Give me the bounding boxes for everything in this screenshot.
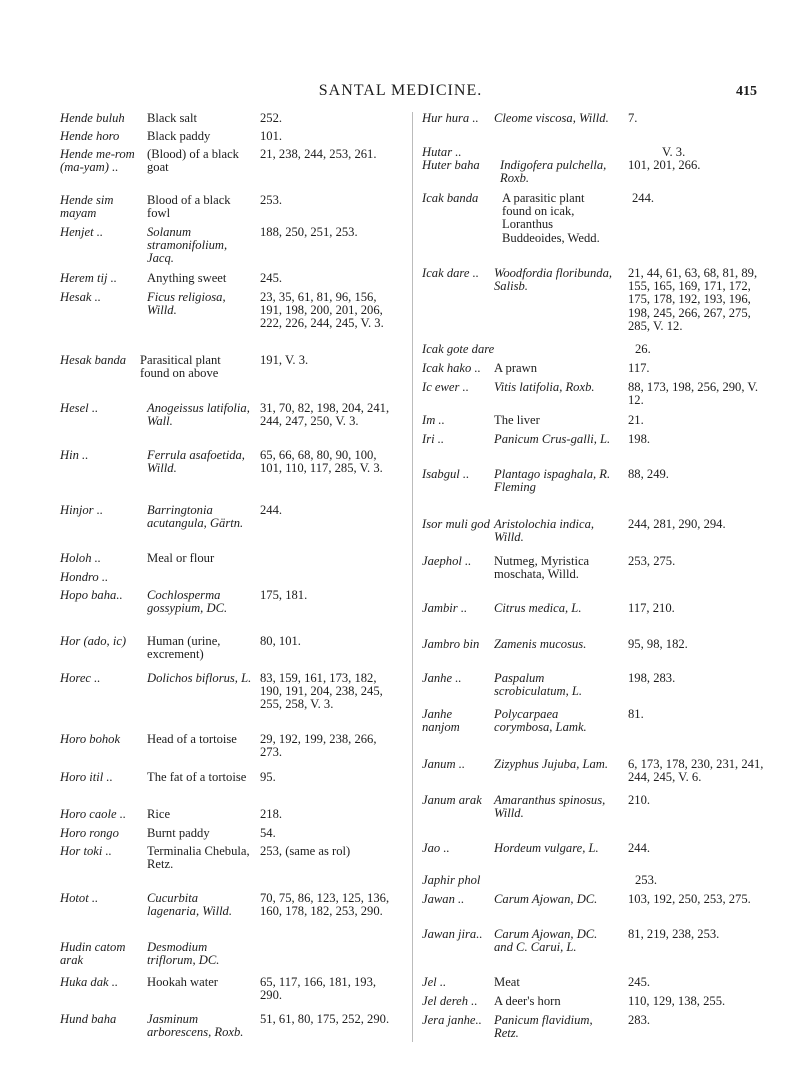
entry-refs: 253, 275.	[628, 554, 676, 568]
entry-term: Im ..	[422, 413, 445, 427]
entry-meaning: The liver	[494, 413, 540, 427]
entry-refs: 88, 249.	[628, 467, 669, 481]
entry-meaning: Carum Ajowan, DC.	[494, 892, 598, 906]
entry-meaning: Parasitical plant found on above	[140, 353, 221, 381]
entry-meaning: Blood of a black fowl	[147, 193, 231, 221]
entry-meaning: Burnt paddy	[147, 826, 210, 840]
entry-refs: 244, 281, 290, 294.	[628, 517, 726, 531]
entry-term: Hende me-rom (ma-yam) ..	[60, 147, 135, 175]
entry-term: Herem tij ..	[60, 271, 117, 285]
entry-refs: 7.	[628, 111, 638, 125]
entry-term: Isor muli god	[422, 517, 490, 531]
entry-meaning: Meal or flour	[147, 551, 215, 565]
entry-term: Icak banda	[422, 191, 479, 205]
entry-term: Hesel ..	[60, 401, 99, 415]
entry-term: Horo caole ..	[60, 807, 126, 821]
entry-refs: 21, 44, 61, 63, 68, 81, 89, 155, 165, 169, 171, 172, 175, 178, 192, 193, 196, 198, 245, 266, 267, 275, 285, V. 12.	[628, 266, 758, 333]
entry-meaning: Zizyphus Jujuba, Lam.	[494, 757, 609, 771]
entry-term: Icak hako ..	[422, 361, 481, 375]
entry-term: Icak dare ..	[422, 266, 479, 280]
entry-refs: 81.	[628, 707, 644, 721]
entry-refs: 253.	[260, 193, 283, 207]
entry-refs: 88, 173, 198, 256, 290, V. 12.	[628, 380, 759, 408]
page-header	[0, 82, 801, 104]
entry-term: Jawan jira..	[422, 927, 483, 941]
entry-meaning: Anything sweet	[147, 271, 227, 285]
entry-term: Iri ..	[422, 432, 445, 446]
entry-meaning: Cucurbita lagenaria, Willd.	[147, 891, 233, 919]
entry-refs: 70, 75, 86, 123, 125, 136, 160, 178, 182, 253, 290.	[260, 891, 390, 919]
entry-refs: 31, 70, 82, 198, 204, 241, 244, 247, 250, V. 3.	[260, 401, 390, 429]
entry-refs: 65, 66, 68, 80, 90, 100, 101, 110, 117, 285, V. 3.	[260, 448, 383, 476]
entry-term: Hor (ado, ic)	[60, 634, 127, 648]
entry-term: Hor toki ..	[60, 844, 112, 858]
entry-meaning: Zamenis mucosus.	[494, 637, 587, 651]
entry-meaning: Aristolochia indica, Willd.	[494, 517, 595, 545]
entry-refs: 198, 283.	[628, 671, 676, 685]
entry-meaning: Panicum Crus-galli, L.	[494, 432, 611, 446]
entry-term: Huka dak ..	[60, 975, 119, 989]
entry-term: Huter baha	[422, 158, 480, 172]
entry-term: Jao ..	[422, 841, 450, 855]
entry-term: Hopo baha..	[60, 588, 123, 602]
entry-refs: 253.	[635, 873, 658, 887]
entry-meaning: Dolichos biflorus, L.	[147, 671, 252, 685]
entry-term: Jambro bin	[422, 637, 480, 651]
entry-term: Janhe ..	[422, 671, 462, 685]
entry-term: Hudin catom arak	[60, 940, 126, 968]
entry-term: Hende buluh	[60, 111, 125, 125]
entry-refs: 191, V. 3.	[260, 353, 309, 367]
entry-term: Hondro ..	[60, 570, 109, 584]
entry-term: Japhir phol	[422, 873, 481, 887]
entry-refs: 245.	[628, 975, 651, 989]
entry-meaning: Amaranthus spinosus, Willd.	[494, 793, 606, 821]
entry-meaning: Black salt	[147, 111, 198, 125]
entry-refs: 29, 192, 199, 238, 266, 273.	[260, 732, 377, 760]
entry-refs: 110, 129, 138, 255.	[628, 994, 726, 1008]
entry-refs: 244.	[260, 503, 283, 517]
entry-meaning: Paspalum scrobiculatum, L.	[494, 671, 583, 699]
entry-refs: 117.	[628, 361, 650, 375]
entry-term: Janum arak	[422, 793, 482, 807]
entry-meaning: Hordeum vulgare, L.	[494, 841, 599, 855]
entry-term: Jera janhe..	[422, 1013, 482, 1027]
entry-meaning: Panicum flavidium, Retz.	[494, 1013, 593, 1041]
entry-refs: 6, 173, 178, 230, 231, 241, 244, 245, V. 6.	[628, 757, 764, 785]
entry-term: Hende horo	[60, 129, 120, 143]
entry-refs: V. 3.	[662, 145, 686, 159]
entry-refs: 210.	[628, 793, 651, 807]
entry-meaning: Vitis latifolia, Roxb.	[494, 380, 595, 394]
entry-term: Ic ewer ..	[422, 380, 469, 394]
entry-refs: 21.	[628, 413, 644, 427]
entry-refs: 95.	[260, 770, 276, 784]
entry-meaning: Hookah water	[147, 975, 218, 989]
entry-term: Hesak banda	[60, 353, 127, 367]
entry-meaning: Jasminum arborescens, Roxb.	[147, 1012, 244, 1040]
entry-term: Hende sim mayam	[60, 193, 114, 221]
entry-meaning: Carum Ajowan, DC. and C. Carui, L.	[494, 927, 598, 955]
entry-refs: 81, 219, 238, 253.	[628, 927, 720, 941]
entry-meaning: Desmodium triflorum, DC.	[147, 940, 220, 968]
entry-term: Horo itil ..	[60, 770, 113, 784]
entry-term: Hund baha	[60, 1012, 117, 1026]
entry-refs: 283.	[628, 1013, 651, 1027]
entry-meaning: The fat of a tortoise	[147, 770, 247, 784]
entry-term: Horo bohok	[60, 732, 121, 746]
entry-term: Holoh ..	[60, 551, 101, 565]
entry-meaning: A prawn	[494, 361, 538, 375]
entry-meaning: Meat	[494, 975, 520, 989]
entry-refs: 51, 61, 80, 175, 252, 290.	[260, 1012, 390, 1026]
entry-refs: 26.	[635, 342, 651, 356]
entry-refs: 103, 192, 250, 253, 275.	[628, 892, 751, 906]
entry-meaning: Citrus medica, L.	[494, 601, 582, 615]
entry-meaning: (Blood) of a black goat	[147, 147, 239, 175]
entry-meaning: A parasitic plant found on icak, Loranthus Buddeoides, Wedd.	[502, 191, 600, 245]
column-divider	[412, 112, 413, 1042]
entry-refs: 117, 210.	[628, 601, 675, 615]
entry-term: Hotot ..	[60, 891, 99, 905]
entry-term: Icak gote dare	[422, 342, 495, 356]
entry-meaning: Cleome viscosa, Willd.	[494, 111, 609, 125]
entry-refs: 245.	[260, 271, 283, 285]
entry-refs: 101, 201, 266.	[628, 158, 701, 172]
entry-refs: 244.	[632, 191, 655, 205]
entry-refs: 175, 181.	[260, 588, 308, 602]
entry-refs: 101.	[260, 129, 283, 143]
entry-term: Hesak ..	[60, 290, 101, 304]
entry-meaning: Black paddy	[147, 129, 211, 143]
entry-term: Isabgul ..	[422, 467, 470, 481]
entry-term: Janum ..	[422, 757, 466, 771]
entry-term: Jaephol ..	[422, 554, 472, 568]
entry-term: Jambir ..	[422, 601, 468, 615]
entry-meaning: Solanum stramonifolium, Jacq.	[147, 225, 228, 266]
entry-refs: 95, 98, 182.	[628, 637, 688, 651]
entry-refs: 23, 35, 61, 81, 96, 156, 191, 198, 200, 201, 206, 222, 226, 244, 245, V. 3.	[260, 290, 384, 331]
entry-term: Janhe nanjom	[422, 707, 460, 735]
entry-meaning: Barringtonia acutangula, Gärtn.	[147, 503, 244, 531]
entry-refs: 188, 250, 251, 253.	[260, 225, 358, 239]
entry-meaning: Rice	[147, 807, 171, 821]
entry-refs: 80, 101.	[260, 634, 301, 648]
entry-term: Horec ..	[60, 671, 101, 685]
entry-term: Horo rongo	[60, 826, 119, 840]
entry-meaning: Polycarpaea corymbosa, Lamk.	[494, 707, 587, 735]
page-number: 415	[736, 84, 757, 99]
entry-term: Hin ..	[60, 448, 89, 462]
entry-meaning: Terminalia Chebula, Retz.	[147, 844, 250, 872]
entry-refs: 54.	[260, 826, 276, 840]
entry-meaning: Human (urine, excrement)	[147, 634, 221, 662]
entry-term: Henjet ..	[60, 225, 104, 239]
entry-refs: 244.	[628, 841, 651, 855]
entry-term: Hinjor ..	[60, 503, 104, 517]
entry-term: Hutar ..	[422, 145, 462, 159]
entry-refs: 21, 238, 244, 253, 261.	[260, 147, 377, 161]
entry-meaning: Anogeissus latifolia, Wall.	[147, 401, 250, 429]
entry-refs: 198.	[628, 432, 651, 446]
entry-refs: 252.	[260, 111, 283, 125]
entry-refs: 65, 117, 166, 181, 193, 290.	[260, 975, 377, 1003]
entry-meaning: Woodfordia floribunda, Salisb.	[494, 266, 613, 294]
entry-meaning: Head of a tortoise	[147, 732, 237, 746]
entry-refs: 83, 159, 161, 173, 182, 190, 191, 204, 238, 245, 255, 258, V. 3.	[260, 671, 383, 712]
entry-refs: 253, (same as rol)	[260, 844, 351, 858]
entry-meaning: Plantago ispaghala, R. Fleming	[494, 467, 611, 495]
entry-term: Jawan ..	[422, 892, 465, 906]
entry-term: Jel ..	[422, 975, 447, 989]
entry-meaning: Indigofera pulchella, Roxb.	[500, 158, 607, 186]
entry-meaning: A deer's horn	[494, 994, 561, 1008]
page-title: SANTAL MEDICINE.	[318, 82, 483, 99]
entry-meaning: Ficus religiosa, Willd.	[147, 290, 226, 318]
entry-term: Hur hura ..	[422, 111, 479, 125]
entry-meaning: Nutmeg, Myristica moschata, Willd.	[494, 554, 590, 582]
entry-term: Jel dereh ..	[422, 994, 478, 1008]
entry-refs: 218.	[260, 807, 283, 821]
entry-meaning: Cochlosperma gossypium, DC.	[147, 588, 228, 616]
entry-meaning: Ferrula asafoetida, Willd.	[147, 448, 245, 476]
